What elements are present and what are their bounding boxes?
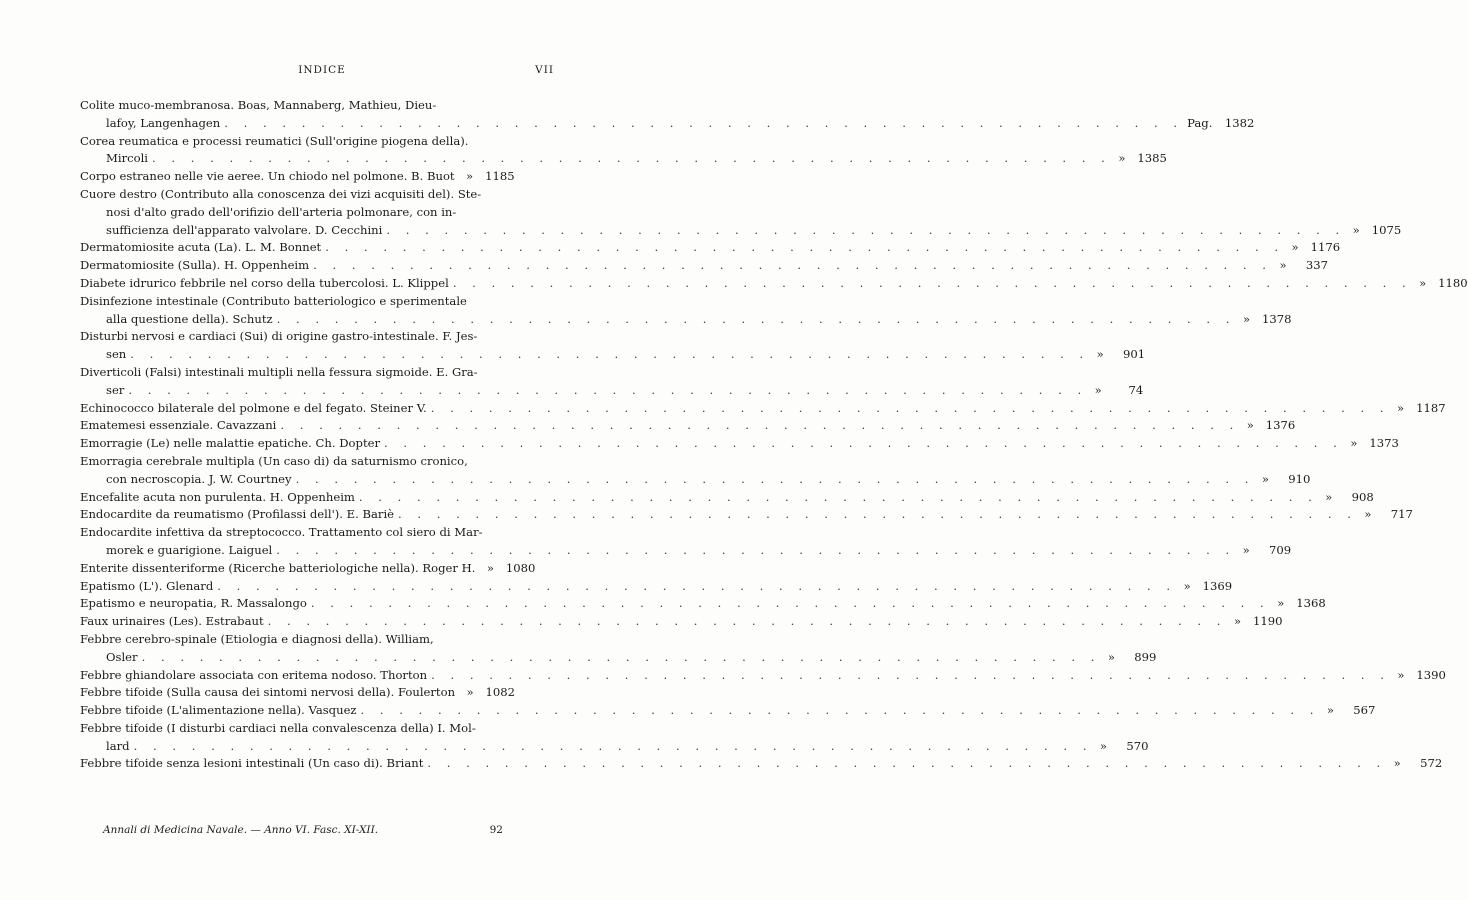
dot-leader (311, 595, 1270, 613)
entry-continuation-line (80, 222, 1402, 240)
entry-continuation-line (80, 471, 1311, 489)
entry-line (80, 293, 513, 311)
index-entry (80, 275, 1468, 293)
entry-text: Colite muco-membranosa. Boas, Mannaberg, Mathieu, Dieu- (80, 98, 437, 112)
index-entry (80, 186, 1402, 239)
ditto-marker: » (1393, 756, 1401, 771)
entry-text: Febbre tifoide (L'alimentazione nella). Vasquez (80, 703, 357, 718)
entry-line (80, 168, 513, 186)
entry-text: Faux urinaires (Les). Estrabaut (80, 614, 264, 629)
footer-page-number: 92 (489, 824, 503, 836)
ditto-marker: » (466, 685, 474, 700)
entry-line (80, 667, 1446, 685)
index-entry (80, 560, 536, 578)
dot-leader (277, 311, 1236, 329)
ditto-marker: » (1183, 578, 1191, 593)
index-entry (80, 755, 1443, 773)
index-entry (80, 595, 1326, 613)
entry-text: morek e guarigione. Laiguel (106, 542, 273, 557)
ditto-marker: » (1291, 240, 1299, 255)
ditto-marker: » (1261, 471, 1269, 486)
dot-leader (313, 257, 1272, 275)
entry-line (80, 702, 1376, 720)
entry-page-number: 908 (1351, 489, 1374, 504)
ditto-marker: » (1107, 649, 1115, 664)
entry-text: alla questione della). Schutz (106, 311, 273, 326)
index-entries (80, 97, 1468, 773)
index-entry (80, 578, 1233, 596)
entry-text: Disinfezione intestinale (Contributo batteriologico e sperimentale (80, 293, 467, 308)
dot-leader (276, 542, 1235, 560)
entry-page-number: 1390 (1416, 667, 1446, 682)
entry-text: Emorragia cerebrale multipla (Un caso di) da saturnismo cronico, (80, 453, 468, 468)
entry-text: Osler (106, 649, 138, 664)
index-entry (80, 524, 1292, 560)
entry-line (80, 435, 1399, 453)
entry-page-number: 1080 (505, 560, 536, 575)
entry-line (80, 560, 536, 578)
index-entry (80, 720, 1149, 756)
entry-continuation-line (80, 346, 1146, 364)
entry-text: nosi d'alto grado dell'orifizio dell'arteria polmonare, con in- (106, 204, 457, 219)
index-entry (80, 702, 1376, 720)
entry-line (80, 489, 1374, 507)
index-entry (80, 257, 1328, 275)
entry-line (80, 417, 1296, 435)
index-entry (80, 453, 1311, 489)
dot-leader (130, 346, 1089, 364)
index-entry (80, 168, 513, 186)
dot-leader (325, 239, 1284, 257)
ditto-marker: » (466, 169, 474, 184)
dot-leader (268, 613, 1227, 631)
page-prefix: Pag. (1187, 115, 1213, 130)
ditto-marker: » (1350, 436, 1358, 451)
entry-text: lafoy, Langenhagen (106, 115, 221, 130)
entry-continuation-line (80, 204, 513, 222)
entry-line (80, 631, 513, 649)
entry-continuation-line (80, 649, 1157, 667)
entry-line (80, 506, 1413, 524)
entry-page-number: 74 (1128, 382, 1144, 397)
dot-leader (431, 400, 1390, 418)
entry-page-number: 709 (1269, 542, 1292, 557)
entry-page-number: 1385 (1137, 151, 1167, 166)
entry-text: sen (106, 347, 127, 362)
entry-continuation-line (80, 311, 1292, 329)
index-entry (80, 239, 1341, 257)
ditto-marker: » (1326, 703, 1334, 718)
entry-line (80, 524, 513, 542)
header-title: INDICE (298, 64, 346, 76)
entry-page-number: 337 (1305, 258, 1328, 273)
ditto-marker: » (1325, 489, 1333, 504)
entry-text: Dermatomiosite acuta (La). L. M. Bonnet (80, 240, 322, 255)
entry-page-number: 899 (1134, 649, 1157, 664)
dot-leader (224, 115, 1183, 133)
dot-leader (453, 275, 1412, 293)
dot-leader (386, 222, 1345, 240)
entry-line (80, 755, 1443, 773)
dot-leader (359, 489, 1318, 507)
entry-page-number: 567 (1353, 703, 1376, 718)
ditto-marker: » (1419, 275, 1427, 290)
index-entry (80, 328, 1146, 364)
dot-leader (134, 738, 1093, 756)
entry-page-number: 1378 (1261, 311, 1292, 326)
dot-leader (280, 417, 1239, 435)
entry-line (80, 133, 513, 151)
entry-text: Endocardite infettiva da streptococco. Trattamento col siero di Mar- (80, 525, 483, 540)
ditto-marker: » (1277, 596, 1285, 611)
entry-text: Epatismo e neuropatia, R. Massalongo (80, 596, 307, 611)
entry-text: Febbre tifoide (Sulla causa dei sintomi nervosi della). Foulerton (80, 685, 456, 700)
entry-continuation-line (80, 738, 1149, 756)
ditto-marker: » (1397, 400, 1405, 415)
ditto-marker: » (1246, 418, 1254, 433)
entry-line (80, 239, 1341, 257)
ditto-marker: » (1279, 258, 1287, 273)
entry-line (80, 257, 1328, 275)
entry-page-number: 1082 (485, 685, 516, 700)
entry-line (80, 578, 1233, 596)
entry-continuation-line (80, 115, 1255, 133)
entry-page-number: 1382 (1224, 115, 1255, 130)
entry-page-number: 1185 (485, 169, 515, 184)
entry-continuation-line (80, 382, 1144, 400)
ditto-marker: » (1099, 738, 1107, 753)
index-entry (80, 506, 1413, 524)
entry-line (80, 186, 513, 204)
index-entry (80, 400, 1446, 418)
entry-text: Diabete idrurico febbrile nel corso della tubercolosi. L. Klippel (80, 275, 449, 290)
entry-page-number: 1187 (1416, 400, 1446, 415)
index-entry (80, 435, 1399, 453)
entry-line (80, 453, 513, 471)
dot-leader (384, 435, 1343, 453)
ditto-marker: » (1094, 382, 1102, 397)
entry-text: Febbre tifoide senza lesioni intestinali (Un caso di). Briant (80, 756, 424, 771)
entry-text: Cuore destro (Contributo alla conoscenza dei vizi acquisiti del). Ste- (80, 186, 482, 201)
entry-line (80, 364, 513, 382)
index-entry (80, 631, 1157, 667)
dot-leader (427, 755, 1386, 773)
index-entry (80, 293, 1292, 329)
index-entry (80, 684, 516, 702)
dot-leader (398, 506, 1357, 524)
ditto-marker: » (486, 560, 494, 575)
entry-text: Encefalite acuta non purulenta. H. Oppenheim (80, 489, 355, 504)
dot-leader (296, 471, 1255, 489)
entry-page-number: 1368 (1296, 596, 1326, 611)
dot-leader (217, 578, 1176, 596)
entry-line (80, 400, 1446, 418)
entry-text: lard (106, 738, 130, 753)
entry-text: Febbre tifoide (I disturbi cardiaci nella convalescenza della) I. Mol- (80, 720, 476, 735)
entry-page-number: 1075 (1371, 222, 1402, 237)
entry-line (80, 328, 513, 346)
entry-page-number: 1376 (1265, 418, 1296, 433)
entry-line (80, 720, 513, 738)
entry-page-number: 901 (1123, 347, 1146, 362)
entry-text: Ematemesi essenziale. Cavazzani (80, 418, 277, 433)
entry-page-number: 1190 (1252, 614, 1283, 629)
entry-text: Echinococco bilaterale del polmone e del fegato. Steiner V. (80, 400, 427, 415)
page-footer (103, 824, 503, 836)
index-entry (80, 97, 1255, 133)
entry-text: con necroscopia. J. W. Courtney (106, 471, 292, 486)
index-entry (80, 489, 1374, 507)
entry-page-number: 1180 (1438, 275, 1468, 290)
entry-text: Febbre ghiandolare associata con eritema nodoso. Thorton (80, 667, 428, 682)
entry-page-number: 717 (1390, 507, 1413, 522)
ditto-marker: » (1242, 311, 1251, 326)
entry-text: Dermatomiosite (Sulla). H. Oppenheim (80, 258, 310, 273)
entry-continuation-line (80, 150, 1167, 168)
ditto-marker: » (1397, 667, 1405, 682)
index-entry (80, 364, 1144, 400)
index-entry (80, 667, 1446, 685)
ditto-marker: » (1233, 614, 1242, 629)
entry-page-number: 1373 (1369, 436, 1399, 451)
entry-text: Mircoli (106, 151, 149, 166)
ditto-marker: » (1364, 507, 1372, 522)
entry-page-number: 572 (1420, 756, 1443, 771)
entry-text: Corea reumatica e processi reumatici (Sull'origine piogena della). (80, 133, 469, 148)
entry-text: Diverticoli (Falsi) intestinali multipli nella fessura sigmoide. E. Gra- (80, 364, 478, 379)
entry-text: Enterite dissenteriforme (Ricerche batteriologiche nella). Roger H. (80, 560, 476, 575)
entry-continuation-line (80, 542, 1292, 560)
dot-leader (361, 702, 1320, 720)
entry-text: Epatismo (L'). Glenard (80, 578, 214, 593)
entry-text: Corpo estraneo nelle vie aeree. Un chiodo nel polmone. B. Buot (80, 169, 455, 184)
entry-text: Emorragie (Le) nelle malattie epatiche. Ch. Dopter (80, 436, 381, 451)
header-page-roman: VII (535, 64, 554, 76)
running-header (78, 64, 554, 82)
entry-page-number: 1369 (1202, 578, 1233, 593)
ditto-marker: » (1352, 222, 1360, 237)
ditto-marker: » (1096, 347, 1104, 362)
ditto-marker: » (1118, 151, 1126, 166)
entry-text: Disturbi nervosi e cardiaci (Sui) di origine gastro-intestinale. F. Jes- (80, 329, 478, 344)
entry-line (80, 684, 516, 702)
entry-text: ser (106, 382, 125, 397)
entry-page-number: 1176 (1310, 240, 1341, 255)
ditto-marker: » (1242, 542, 1250, 557)
index-entry (80, 417, 1296, 435)
entry-text: sufficienza dell'apparato valvolare. D. Cecchini (106, 222, 383, 237)
entry-text: Endocardite da reumatismo (Profilassi dell'). E. Bariè (80, 507, 395, 522)
entry-line (80, 613, 1283, 631)
index-entry (80, 613, 1283, 631)
entry-line (80, 595, 1326, 613)
dot-leader (152, 150, 1111, 168)
dot-leader (142, 649, 1101, 667)
footer-journal: Annali di Medicina Navale. — Anno VI. Fasc. XI-XII. (103, 824, 379, 836)
entry-line (80, 97, 513, 115)
entry-line (80, 275, 1468, 293)
entry-page-number: 910 (1288, 471, 1311, 486)
dot-leader (431, 667, 1390, 685)
entry-page-number: 570 (1126, 738, 1149, 753)
dot-leader (128, 382, 1087, 400)
entry-text: Febbre cerebro-spinale (Etiologia e diagnosi della). William, (80, 631, 434, 646)
index-entry (80, 133, 1167, 169)
